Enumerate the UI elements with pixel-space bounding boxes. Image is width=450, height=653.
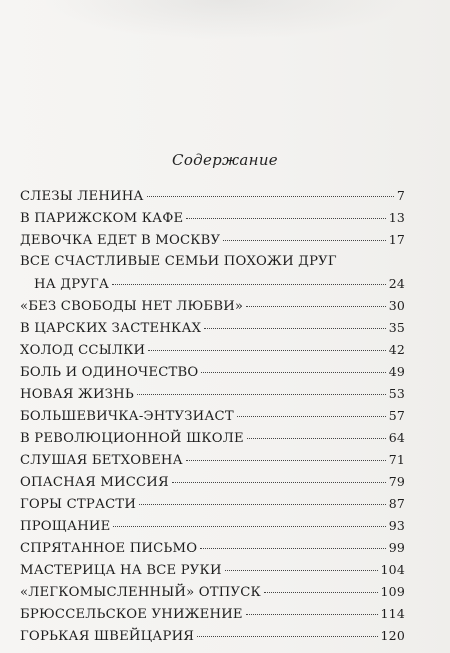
toc-entry-label: ДЕВОЧКА ЕДЕТ В МОСКВУ xyxy=(20,233,221,248)
dot-leader xyxy=(264,592,378,593)
dot-leader xyxy=(147,196,394,197)
toc-entry-page: 64 xyxy=(388,430,405,445)
table-of-contents xyxy=(20,188,405,650)
toc-entry xyxy=(20,320,405,342)
toc-entry-label: ГОРЫ СТРАСТИ xyxy=(20,497,137,512)
toc-entry-page: 42 xyxy=(388,342,405,357)
toc-entry-label-line1: ВСЕ СЧАСТЛИВЫЕ СЕМЬИ ПОХОЖИ ДРУГ xyxy=(20,254,337,269)
toc-entry xyxy=(20,298,405,320)
dot-leader xyxy=(197,636,377,637)
toc-entry-page: 49 xyxy=(388,364,405,379)
toc-entry-page: 53 xyxy=(388,386,405,401)
toc-entry-label: СЛЕЗЫ ЛЕНИНА xyxy=(20,189,144,204)
toc-entry-label: ОПАСНАЯ МИССИЯ xyxy=(20,475,169,490)
dot-leader xyxy=(139,504,386,505)
dot-leader xyxy=(137,394,386,395)
toc-entry xyxy=(20,540,405,562)
dot-leader xyxy=(246,306,386,307)
toc-entry xyxy=(20,386,405,408)
dot-leader xyxy=(223,240,385,241)
toc-entry-page: 104 xyxy=(380,562,405,577)
toc-entry-label: ГОРЬКАЯ ШВЕЙЦАРИЯ xyxy=(20,629,195,644)
dot-leader xyxy=(112,284,386,285)
toc-entry-page: 7 xyxy=(396,188,405,203)
toc-entry xyxy=(20,474,405,496)
toc-entry-page: 93 xyxy=(388,518,405,533)
toc-entry-page: 109 xyxy=(380,584,405,599)
toc-entry-label: БРЮССЕЛЬСКОЕ УНИЖЕНИЕ xyxy=(20,607,243,622)
toc-entry-label: В ПАРИЖСКОМ КАФЕ xyxy=(20,211,184,226)
dot-leader xyxy=(237,416,386,417)
dot-leader xyxy=(246,614,378,615)
dot-leader xyxy=(186,218,385,219)
toc-entry-label-line2: НА ДРУГА xyxy=(34,277,110,292)
toc-entry-page: 71 xyxy=(388,452,405,467)
toc-entry xyxy=(20,496,405,518)
toc-entry-label: МАСТЕРИЦА НА ВСЕ РУКИ xyxy=(20,563,222,578)
toc-entry-page: 13 xyxy=(388,210,405,225)
toc-entry-label: В РЕВОЛЮЦИОННОЙ ШКОЛЕ xyxy=(20,431,244,446)
toc-entry-label: БОЛЬ И ОДИНОЧЕСТВО xyxy=(20,365,199,380)
dot-leader xyxy=(200,548,385,549)
dot-leader xyxy=(204,328,385,329)
toc-entry-label: «БЕЗ СВОБОДЫ НЕТ ЛЮБВИ» xyxy=(20,299,244,314)
toc-entry-label: ХОЛОД ССЫЛКИ xyxy=(20,343,146,358)
dot-leader xyxy=(186,460,386,461)
toc-entry-page: 24 xyxy=(388,276,405,291)
toc-entry-label: В ЦАРСКИХ ЗАСТЕНКАХ xyxy=(20,321,202,336)
toc-entry-page: 99 xyxy=(388,540,405,555)
toc-entry-page: 79 xyxy=(388,474,405,489)
toc-entry-page: 87 xyxy=(388,496,405,511)
toc-title: Содержание xyxy=(172,151,278,169)
toc-entry xyxy=(20,430,405,452)
toc-entry xyxy=(20,606,405,628)
toc-entry xyxy=(20,518,405,540)
dot-leader xyxy=(201,372,385,373)
toc-entry-page: 114 xyxy=(380,606,405,621)
page-smudge xyxy=(40,0,410,40)
dot-leader xyxy=(148,350,385,351)
toc-entry xyxy=(20,232,405,254)
toc-entry-label: БОЛЬШЕВИЧКА-ЭНТУЗИАСТ xyxy=(20,409,234,424)
toc-entry-label: НОВАЯ ЖИЗНЬ xyxy=(20,387,134,402)
toc-entry-label: СПРЯТАННОЕ ПИСЬМО xyxy=(20,541,198,556)
toc-entry-label: «ЛЕГКОМЫСЛЕННЫЙ» ОТПУСК xyxy=(20,585,261,600)
toc-entry xyxy=(20,408,405,430)
toc-entry-page: 30 xyxy=(388,298,405,313)
toc-entry-page: 57 xyxy=(388,408,405,423)
toc-entry xyxy=(20,342,405,364)
toc-entry-page: 120 xyxy=(380,628,405,643)
dot-leader xyxy=(172,482,386,483)
toc-entry xyxy=(20,628,405,650)
toc-entry xyxy=(20,188,405,210)
toc-entry xyxy=(20,364,405,386)
toc-entry xyxy=(20,210,405,232)
dot-leader xyxy=(225,570,378,571)
toc-entry xyxy=(20,562,405,584)
toc-entry-page: 17 xyxy=(388,232,405,247)
dot-leader xyxy=(113,526,385,527)
toc-entry xyxy=(20,452,405,474)
toc-entry xyxy=(20,584,405,606)
toc-entry-label: СЛУШАЯ БЕТХОВЕНА xyxy=(20,453,183,468)
toc-entry xyxy=(20,254,405,298)
toc-entry-page: 35 xyxy=(388,320,405,335)
dot-leader xyxy=(247,438,386,439)
toc-entry-label: ПРОЩАНИЕ xyxy=(20,519,111,534)
